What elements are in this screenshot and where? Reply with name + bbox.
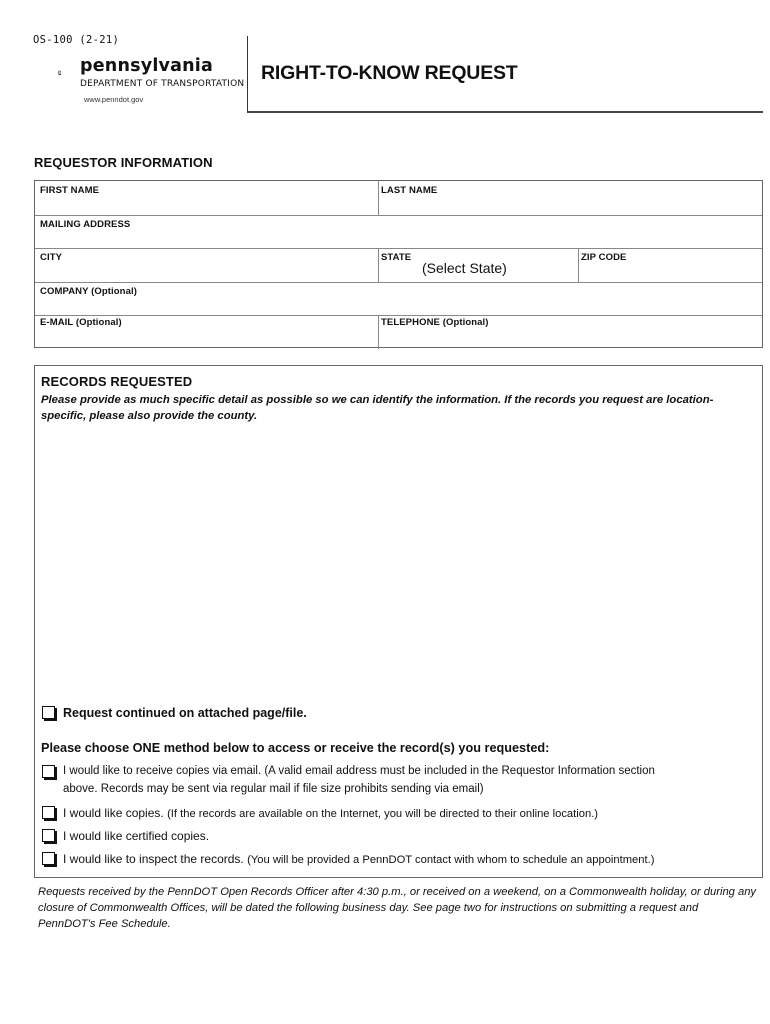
copies-checkbox[interactable] (42, 806, 55, 819)
agency-name: pennsylvania (80, 56, 214, 76)
penndot-keystone-logo-icon (58, 54, 82, 94)
records-description-textarea[interactable] (41, 428, 753, 698)
email-copies-label: I would like to receive copies via email. (A valid email address must be included in the Requestor Information section (63, 765, 655, 777)
requestor-info-grid (34, 180, 763, 348)
zip-code-label: ZIP CODE (581, 252, 627, 263)
method-heading: Please choose ONE method below to access or receive the record(s) you requested: (41, 741, 550, 755)
inspect-records-checkbox[interactable] (42, 852, 55, 865)
form-number: OS-100 (2-21) (33, 34, 120, 46)
website-link[interactable]: www.penndot.gov (84, 95, 144, 104)
header-divider-vertical (247, 36, 248, 112)
records-section-heading: RECORDS REQUESTED (41, 374, 193, 389)
certified-copies-label: I would like certified copies. (63, 829, 210, 843)
mailing-address-label: MAILING ADDRESS (40, 219, 131, 230)
department-name: DEPARTMENT OF TRANSPORTATION (80, 79, 245, 89)
inspect-records-label (63, 852, 654, 866)
state-label: STATE (381, 252, 412, 263)
records-requested-section (34, 365, 763, 878)
copies-label-main: I would like copies. (63, 806, 164, 820)
continued-checkbox[interactable] (42, 706, 55, 719)
email-copies-label-continued: above. Records may be sent via regular mail if file size prohibits sending via email) (63, 783, 484, 795)
email-label: E-MAIL (Optional) (40, 317, 122, 328)
mailing-address-field[interactable] (35, 216, 762, 248)
certified-copies-checkbox[interactable] (42, 829, 55, 842)
first-name-field[interactable] (35, 181, 378, 215)
inspect-label-detail: (You will be provided a PennDOT contact with whom to schedule an appointment.) (247, 854, 655, 866)
telephone-label: TELEPHONE (Optional) (381, 317, 489, 328)
state-select-value[interactable]: (Select State) (422, 260, 507, 276)
city-field[interactable] (35, 249, 378, 282)
city-label: CITY (40, 252, 63, 263)
company-label: COMPANY (Optional) (40, 286, 137, 297)
copies-label-detail: (If the records are available on the Internet, you will be directed to their online location.) (167, 808, 599, 820)
zip-code-field[interactable] (579, 249, 762, 282)
continued-label: Request continued on attached page/file. (63, 706, 307, 720)
email-field[interactable] (35, 316, 378, 347)
copies-label (63, 806, 598, 820)
last-name-field[interactable] (379, 181, 762, 215)
first-name-label: FIRST NAME (40, 185, 100, 196)
telephone-field[interactable] (379, 316, 762, 347)
inspect-label-main: I would like to inspect the records. (63, 852, 244, 866)
last-name-label: LAST NAME (381, 185, 438, 196)
requestor-section-heading: REQUESTOR INFORMATION (34, 155, 213, 170)
header-divider-horizontal (247, 111, 763, 113)
records-instructions: Please provide as much specific detail as possible so we can identify the information. If the records you request are location-specific, please also provide the county. (41, 394, 714, 422)
page-title: RIGHT-TO-KNOW REQUEST (261, 62, 518, 84)
email-copies-checkbox[interactable] (42, 765, 55, 778)
submission-footnote: Requests received by the PennDOT Open Records Officer after 4:30 p.m., or received on a weekend, on a Commonwealth holiday, or during any closure of Commonwealth Offices, will be dated the following business day. See page two for instructions on submitting a request and PennDOT's Fee Schedule. (38, 886, 757, 930)
company-field[interactable] (35, 283, 762, 315)
